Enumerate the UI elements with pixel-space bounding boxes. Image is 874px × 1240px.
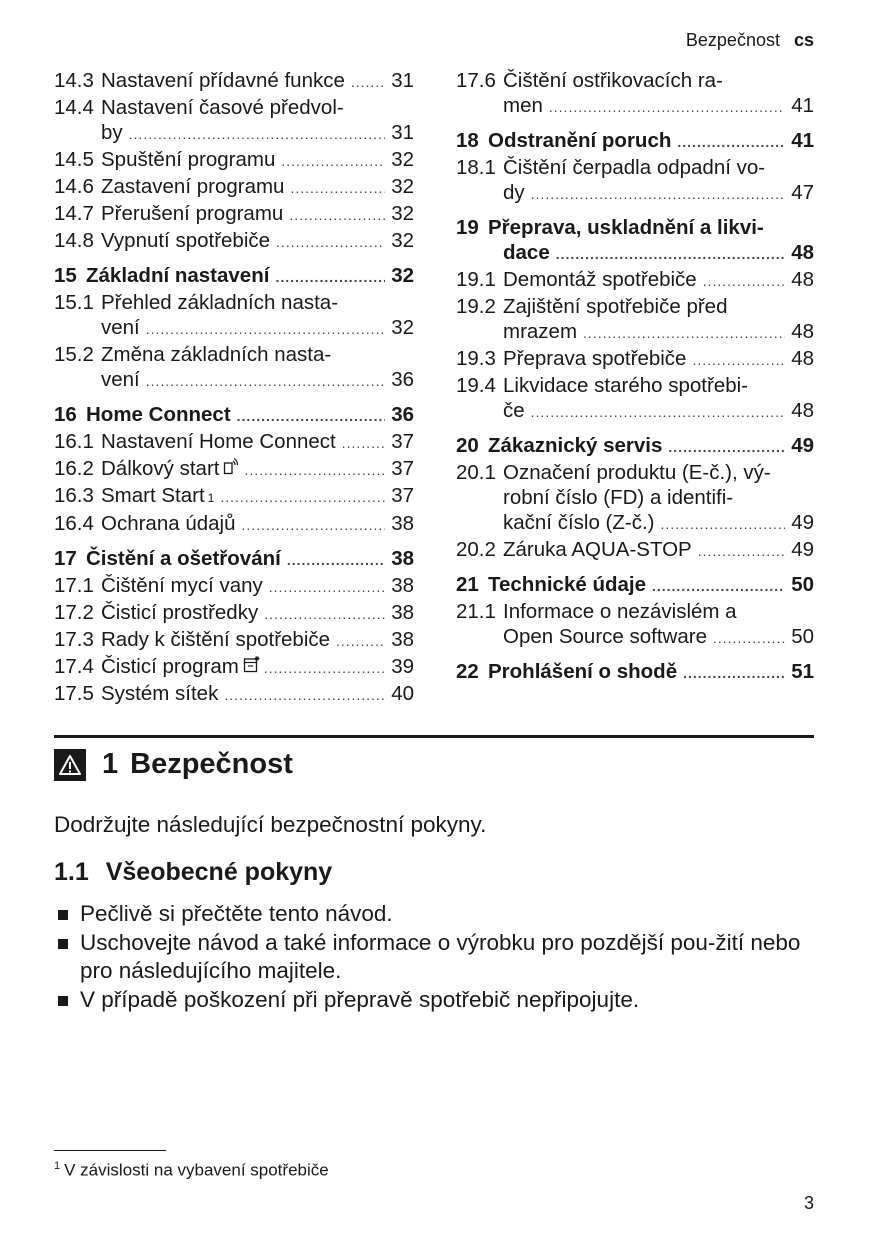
- toc-page: 32: [391, 202, 414, 225]
- toc-number: 17.6: [456, 69, 496, 92]
- bullet-square-icon: [58, 910, 68, 920]
- toc-entry[interactable]: [54, 429, 414, 456]
- leader-dots: [264, 656, 385, 681]
- leader-dots: [146, 317, 385, 342]
- leader-dots: [220, 485, 385, 510]
- toc-entry[interactable]: [54, 627, 414, 654]
- toc-page: 36: [391, 403, 414, 426]
- toc-title: [101, 456, 414, 483]
- toc-title-line: vení: [101, 316, 140, 339]
- toc-title-line: Čistění a ošetřování: [86, 547, 281, 570]
- toc-title: [488, 215, 814, 267]
- toc-title-line: Čištění čerpadla odpadní vo-: [503, 156, 766, 179]
- bullet-text: V případě poškození při přepravě spotřebič nepřipojujte.: [80, 986, 640, 1012]
- toc-number: 18.1: [456, 156, 496, 179]
- toc-title-line: Rady k čištění spotřebiče: [101, 628, 331, 651]
- toc-title: [503, 294, 814, 346]
- toc-page: 38: [391, 601, 414, 624]
- toc-title-line: kační číslo (Z-č.): [503, 511, 655, 534]
- section-divider: [54, 735, 814, 738]
- leader-dots: [661, 512, 786, 537]
- leader-dots: [668, 435, 785, 460]
- bullet-square-icon: [58, 939, 68, 949]
- toc-number: 16.3: [54, 484, 94, 507]
- toc-number: 17.1: [54, 574, 94, 597]
- toc-page: 49: [791, 511, 814, 534]
- toc-title: [101, 483, 414, 511]
- toc-title: [488, 433, 814, 460]
- toc-title-line: Označení produktu (E-č.), vý-: [503, 461, 771, 484]
- toc-title-line: by: [101, 121, 123, 144]
- leader-dots: [342, 431, 385, 456]
- toc-title: [503, 373, 814, 425]
- leader-dots: [703, 269, 785, 294]
- leader-dots: [224, 683, 385, 708]
- toc-chapter[interactable]: [54, 402, 414, 429]
- toc-title: [101, 511, 414, 538]
- toc-page: 32: [391, 229, 414, 252]
- toc-title-line: dy: [503, 181, 525, 204]
- toc-page: 48: [791, 347, 814, 370]
- toc-page: 48: [791, 268, 814, 291]
- remote-start-icon: [223, 456, 238, 472]
- toc-title: [86, 546, 414, 573]
- section-title: Bezpečnost: [130, 748, 293, 780]
- toc-number: 20.2: [456, 538, 496, 561]
- toc-title-line: men: [503, 94, 543, 117]
- list-item: [54, 986, 814, 1015]
- bullet-text: Uschovejte návod a také informace o výrobku pro pozdější pou-žití nebo pro následujícího majitele.: [80, 929, 801, 983]
- toc-title: [101, 573, 414, 600]
- leader-dots: [351, 70, 385, 95]
- warning-icon: [54, 749, 86, 781]
- leader-dots: [692, 348, 785, 373]
- section-heading: [54, 748, 293, 781]
- leader-dots: [531, 400, 786, 425]
- toc-number: 14.5: [54, 148, 94, 171]
- toc-title-line: Přeprava, uskladnění a likvi-: [488, 216, 764, 239]
- leader-dots: [237, 404, 386, 429]
- toc-entry[interactable]: [456, 537, 814, 564]
- toc-title-line: Dálkový start: [101, 457, 220, 480]
- toc-title-line: Přehled základních nasta-: [101, 291, 339, 314]
- toc-chapter[interactable]: [54, 546, 414, 573]
- list-item: [54, 900, 814, 929]
- toc-number: 19: [456, 216, 479, 239]
- toc-number: 15.1: [54, 291, 94, 314]
- toc-page: 32: [391, 148, 414, 171]
- toc-title-line: Základní nastavení: [86, 264, 270, 287]
- leader-dots: [531, 182, 786, 207]
- subsection-title: Všeobecné pokyny: [105, 858, 333, 886]
- toc-title-line: Čisticí program: [101, 655, 239, 678]
- toc-chapter[interactable]: [54, 263, 414, 290]
- toc-title-line: Odstranění poruch: [488, 129, 672, 152]
- leader-dots: [241, 513, 385, 538]
- toc-title: [86, 402, 414, 429]
- bullet-list: [54, 900, 814, 1014]
- toc-title: [86, 263, 414, 290]
- toc-title-line: Spuštění programu: [101, 148, 276, 171]
- toc-entry[interactable]: [54, 147, 414, 174]
- toc-number: 21: [456, 573, 479, 596]
- toc-right-column: [456, 68, 814, 686]
- toc-title-line: Nastavení Home Connect: [101, 430, 336, 453]
- toc-entry[interactable]: [54, 600, 414, 627]
- toc-title-line: Home Connect: [86, 403, 231, 426]
- toc-title: [101, 201, 414, 228]
- toc-entry[interactable]: [456, 68, 814, 120]
- footnote: [54, 1160, 329, 1181]
- toc-title-line: dace: [503, 241, 550, 264]
- subsection-number: 1.1: [54, 858, 89, 886]
- page-number: 3: [803, 1193, 814, 1213]
- toc-title-line: Open Source software: [503, 625, 707, 648]
- toc-title: [503, 68, 814, 120]
- toc-title: [503, 537, 814, 564]
- toc-page: 48: [791, 320, 814, 343]
- toc-title: [101, 147, 414, 174]
- toc-page: 31: [391, 69, 414, 92]
- toc-number: 17: [54, 547, 77, 570]
- toc-page: 50: [791, 573, 814, 596]
- toc-title: [101, 290, 414, 342]
- toc-title-line: Záruka AQUA-STOP: [503, 538, 692, 561]
- toc-number: 19.1: [456, 268, 496, 291]
- footnote-marker: 1: [207, 491, 215, 505]
- toc-title-line: Přerušení programu: [101, 202, 284, 225]
- toc-number: 14.7: [54, 202, 94, 225]
- toc-number: 22: [456, 660, 479, 683]
- toc-title-line: Nastavení přídavné funkce: [101, 69, 345, 92]
- toc-title-line: Zajištění spotřebiče před: [503, 295, 728, 318]
- toc-title: [101, 95, 414, 147]
- toc-number: 16.4: [54, 512, 94, 535]
- toc-chapter[interactable]: [456, 128, 814, 155]
- toc-page: 41: [791, 129, 814, 152]
- toc-entry[interactable]: [456, 460, 814, 537]
- toc-page: 50: [791, 625, 814, 648]
- toc-entry[interactable]: [54, 290, 414, 342]
- toc-title-line: Zákaznický servis: [488, 434, 663, 457]
- toc-title-line: Čištění ostřikovacích ra-: [503, 69, 723, 92]
- toc-entry[interactable]: [456, 599, 814, 651]
- toc-page: 38: [391, 574, 414, 597]
- bullet-text: Pečlivě si přečtěte tento návod.: [80, 901, 393, 926]
- toc-title-line: mrazem: [503, 320, 578, 343]
- toc-entry[interactable]: [54, 95, 414, 147]
- footnote-text: V závislosti na vybavení spotřebiče: [64, 1160, 329, 1180]
- toc-title-line: Ochrana údajů: [101, 512, 236, 535]
- toc-page: 38: [391, 512, 414, 535]
- footnote-number: 1: [54, 1160, 61, 1172]
- toc-number: 14.3: [54, 69, 94, 92]
- leader-dots: [244, 458, 385, 483]
- toc-page: 47: [791, 181, 814, 204]
- toc-title: [488, 659, 814, 686]
- toc-title-line: Změna základních nasta-: [101, 343, 332, 366]
- toc-page: 32: [391, 264, 414, 287]
- toc-number: 16.2: [54, 457, 94, 480]
- toc-title: [488, 128, 814, 155]
- toc-page: 48: [791, 241, 814, 264]
- header-language: cs: [793, 30, 814, 50]
- toc-title-line: Vypnutí spotřebiče: [101, 229, 271, 252]
- toc-page: 37: [391, 484, 414, 507]
- toc-title: [101, 68, 414, 95]
- toc-number: 17.3: [54, 628, 94, 651]
- toc-title-line: Přeprava spotřebiče: [503, 347, 687, 370]
- cleaning-program-icon: [243, 654, 258, 670]
- toc-page: 49: [791, 538, 814, 561]
- toc-page: 49: [791, 434, 814, 457]
- leader-dots: [287, 548, 385, 573]
- toc-entry[interactable]: [456, 346, 814, 373]
- toc-number: 15: [54, 264, 77, 287]
- toc-title-line: Zastavení programu: [101, 175, 285, 198]
- toc-page: 37: [391, 457, 414, 480]
- toc-title-line: Systém sítek: [101, 682, 219, 705]
- subsection-heading: [54, 858, 332, 887]
- toc-entry[interactable]: [54, 654, 414, 681]
- section-intro: Dodržujte následující bezpečnostní pokyny.: [54, 812, 487, 837]
- toc-title-line: vení: [101, 368, 140, 391]
- toc-number: 15.2: [54, 343, 94, 366]
- toc-title: [503, 346, 814, 373]
- leader-dots: [290, 176, 385, 201]
- toc-title: [101, 654, 414, 681]
- toc-title-line: robní číslo (FD) a identifi-: [503, 486, 734, 509]
- section-number: 1: [102, 748, 119, 780]
- toc-number: 17.2: [54, 601, 94, 624]
- toc-page: 39: [391, 655, 414, 678]
- toc-title: [101, 174, 414, 201]
- toc-number: 20.1: [456, 461, 496, 484]
- leader-dots: [336, 629, 385, 654]
- toc-entry[interactable]: [54, 174, 414, 201]
- toc-left-column: [54, 68, 414, 708]
- leader-dots: [556, 242, 785, 267]
- toc-entry[interactable]: [54, 681, 414, 708]
- toc-entry[interactable]: [456, 267, 814, 294]
- toc-entry[interactable]: [54, 456, 414, 483]
- toc-entry[interactable]: [54, 201, 414, 228]
- leader-dots: [289, 203, 385, 228]
- leader-dots: [264, 602, 385, 627]
- leader-dots: [549, 95, 785, 120]
- toc-entry[interactable]: [54, 228, 414, 255]
- toc-title-line: Čisticí prostředky: [101, 601, 259, 624]
- toc-title-line: Demontáž spotřebiče: [503, 268, 697, 291]
- toc-chapter[interactable]: [456, 659, 814, 686]
- toc-chapter[interactable]: [456, 433, 814, 460]
- toc-title: [503, 460, 814, 537]
- toc-page: 38: [391, 628, 414, 651]
- toc-page: 41: [791, 94, 814, 117]
- toc-title-line: Čištění mycí vany: [101, 574, 263, 597]
- footnote-rule: [54, 1150, 166, 1151]
- toc-number: 14.6: [54, 175, 94, 198]
- toc-number: 19.4: [456, 374, 496, 397]
- toc-title: [101, 627, 414, 654]
- toc-entry[interactable]: [54, 68, 414, 95]
- toc-number: 20: [456, 434, 479, 457]
- leader-dots: [698, 539, 785, 564]
- toc-entry[interactable]: [456, 294, 814, 346]
- toc-title: [101, 681, 414, 708]
- toc-entry[interactable]: [54, 573, 414, 600]
- toc-title-line: Nastavení časové předvol-: [101, 96, 344, 119]
- toc-title-line: Likvidace starého spotřebi-: [503, 374, 748, 397]
- toc-entry[interactable]: [54, 483, 414, 511]
- toc-page: 32: [391, 175, 414, 198]
- toc-title: [503, 267, 814, 294]
- toc-title-line: Smart Start: [101, 484, 205, 507]
- toc-number: 19.3: [456, 347, 496, 370]
- toc-title: [101, 342, 414, 394]
- toc-page: 48: [791, 399, 814, 422]
- toc-title: [503, 599, 814, 651]
- leader-dots: [146, 369, 385, 394]
- leader-dots: [583, 321, 785, 346]
- list-item: [54, 929, 814, 986]
- leader-dots: [677, 130, 785, 155]
- toc-page: 37: [391, 430, 414, 453]
- toc-entry[interactable]: [456, 373, 814, 425]
- leader-dots: [683, 661, 785, 686]
- toc-title-line: Prohlášení o shodě: [488, 660, 678, 683]
- toc-number: 17.5: [54, 682, 94, 705]
- leader-dots: [129, 122, 386, 147]
- header-section: Bezpečnost: [685, 30, 780, 50]
- leader-dots: [269, 575, 385, 600]
- toc-title: [101, 600, 414, 627]
- toc-entry[interactable]: [456, 155, 814, 207]
- toc-title-line: če: [503, 399, 525, 422]
- toc-entry[interactable]: [54, 511, 414, 538]
- toc-number: 17.4: [54, 655, 94, 678]
- toc-page: 40: [391, 682, 414, 705]
- toc-number: 21.1: [456, 600, 496, 623]
- leader-dots: [281, 149, 385, 174]
- toc-page: 38: [391, 547, 414, 570]
- toc-title: [503, 155, 814, 207]
- bullet-square-icon: [58, 996, 68, 1006]
- toc-title: [101, 228, 414, 255]
- toc-number: 14.4: [54, 96, 94, 119]
- toc-page: 32: [391, 316, 414, 339]
- toc-title: [488, 572, 814, 599]
- toc-number: 14.8: [54, 229, 94, 252]
- toc-number: 16.1: [54, 430, 94, 453]
- toc-entry[interactable]: [54, 342, 414, 394]
- leader-dots: [275, 265, 385, 290]
- toc-number: 19.2: [456, 295, 496, 318]
- toc-chapter[interactable]: [456, 215, 814, 267]
- toc-page: 31: [391, 121, 414, 144]
- toc-page: 51: [791, 660, 814, 683]
- leader-dots: [276, 230, 385, 255]
- toc-chapter[interactable]: [456, 572, 814, 599]
- toc-title-line: Informace o nezávislém a: [503, 600, 737, 623]
- leader-dots: [713, 626, 785, 651]
- running-header: [686, 30, 814, 51]
- toc-page: 36: [391, 368, 414, 391]
- toc-number: 16: [54, 403, 77, 426]
- toc-title: [101, 429, 414, 456]
- leader-dots: [652, 574, 785, 599]
- toc-number: 18: [456, 129, 479, 152]
- toc-title-line: Technické údaje: [488, 573, 646, 596]
